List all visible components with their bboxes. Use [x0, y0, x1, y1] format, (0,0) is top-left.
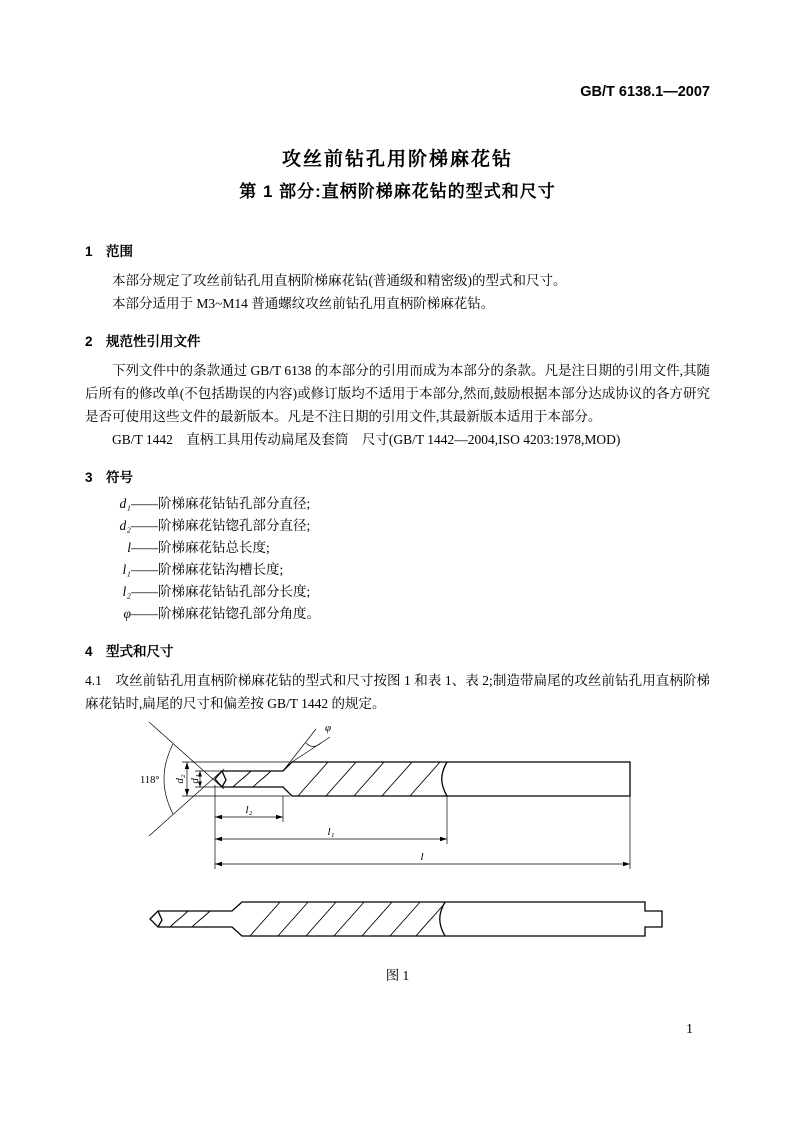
drill-second-view-flutes — [170, 902, 445, 936]
l2-label: l₂ — [245, 804, 253, 816]
drill-side-view-flutes — [233, 762, 440, 796]
symbol-description: ——阶梯麻花钻沟槽长度; — [131, 562, 284, 577]
symbol-name: l₂ — [122, 584, 131, 599]
figure-labels — [140, 722, 424, 863]
symbol-name: l₁ — [122, 562, 131, 577]
figure-1 — [140, 719, 710, 964]
section-heading-symbols: 3 符号 — [85, 470, 134, 485]
symbol-description: ——阶梯麻花钻锪孔部分直径; — [131, 518, 311, 533]
l-label: l — [420, 851, 424, 863]
symbol-item — [85, 537, 710, 559]
point-angle-label: 118° — [140, 775, 160, 786]
symbol-description: ——阶梯麻花钻钻孔部分直径; — [131, 496, 311, 511]
document-title-line2: 第 1 部分:直柄阶梯麻花钻的型式和尺寸 — [239, 182, 556, 201]
drill-side-view-outline — [215, 762, 630, 796]
figure-caption: 图 1 — [385, 968, 410, 983]
symbol-item — [85, 603, 710, 625]
d1-label: d₁ — [189, 774, 201, 784]
section-heading-references: 2 规范性引用文件 — [85, 334, 201, 349]
symbol-description: ——阶梯麻花钻总长度; — [131, 540, 270, 555]
section-heading-dimensions: 4 型式和尺寸 — [85, 644, 174, 659]
symbol-name: φ — [123, 606, 131, 621]
phi-label: φ — [325, 722, 332, 734]
document-title-line1: 攻丝前钻孔用阶梯麻花钻 — [281, 149, 513, 170]
symbol-list — [85, 493, 710, 625]
symbol-name: d₂ — [119, 518, 131, 533]
section-heading-scope: 1 范围 — [85, 244, 134, 259]
d2-label: d₂ — [174, 774, 186, 784]
l1-label: l₁ — [327, 826, 335, 838]
symbol-name: d₁ — [119, 496, 131, 511]
standard-number: GB/T 6138.1—2007 — [580, 84, 710, 100]
symbol-item — [85, 559, 710, 581]
drill-second-view-outline — [150, 902, 662, 936]
step-drill-technical-drawing — [140, 719, 670, 959]
symbol-item — [85, 493, 710, 515]
symbol-item — [85, 515, 710, 537]
references-paragraph-1: 下列文件中的条款通过 GB/T 6138 的本部分的引用而成为本部分的条款。凡是注日期的引用文件,其随后所有的修改单(不包括勘误的内容)或修订版均不适用于本部分,然而,鼓励根据本部分达成协议的各方研究是否可使用这些文件的最新版本。凡是不注日期的引用文件,其最新版本适用于本部分。 — [85, 363, 710, 424]
symbol-description: ——阶梯麻花钻锪孔部分角度。 — [131, 606, 320, 621]
symbol-name: l — [127, 540, 131, 555]
dimensions-paragraph-4-1: 4.1 攻丝前钻孔用直柄阶梯麻花钻的型式和尺寸按图 1 和表 1、表 2;制造带扁尾的攻丝前钻孔用直柄阶梯麻花钻时,扁尾的尺寸和偏差按 GB/T 1442 的规定。 — [85, 673, 710, 711]
page-number: 1 — [686, 1022, 693, 1037]
scope-paragraph-1: 本部分规定了攻丝前钻孔用直柄阶梯麻花钻(普通级和精密级)的型式和尺寸。 — [112, 273, 567, 288]
symbol-description: ——阶梯麻花钻钻孔部分长度; — [131, 584, 311, 599]
symbol-item — [85, 581, 710, 603]
scope-paragraph-2: 本部分适用于 M3~M14 普通螺纹攻丝前钻孔用直柄阶梯麻花钻。 — [112, 296, 495, 311]
references-paragraph-2: GB/T 1442 直柄工具用传动扁尾及套筒 尺寸(GB/T 1442—2004,ISO 4203:1978,MOD) — [112, 432, 621, 447]
